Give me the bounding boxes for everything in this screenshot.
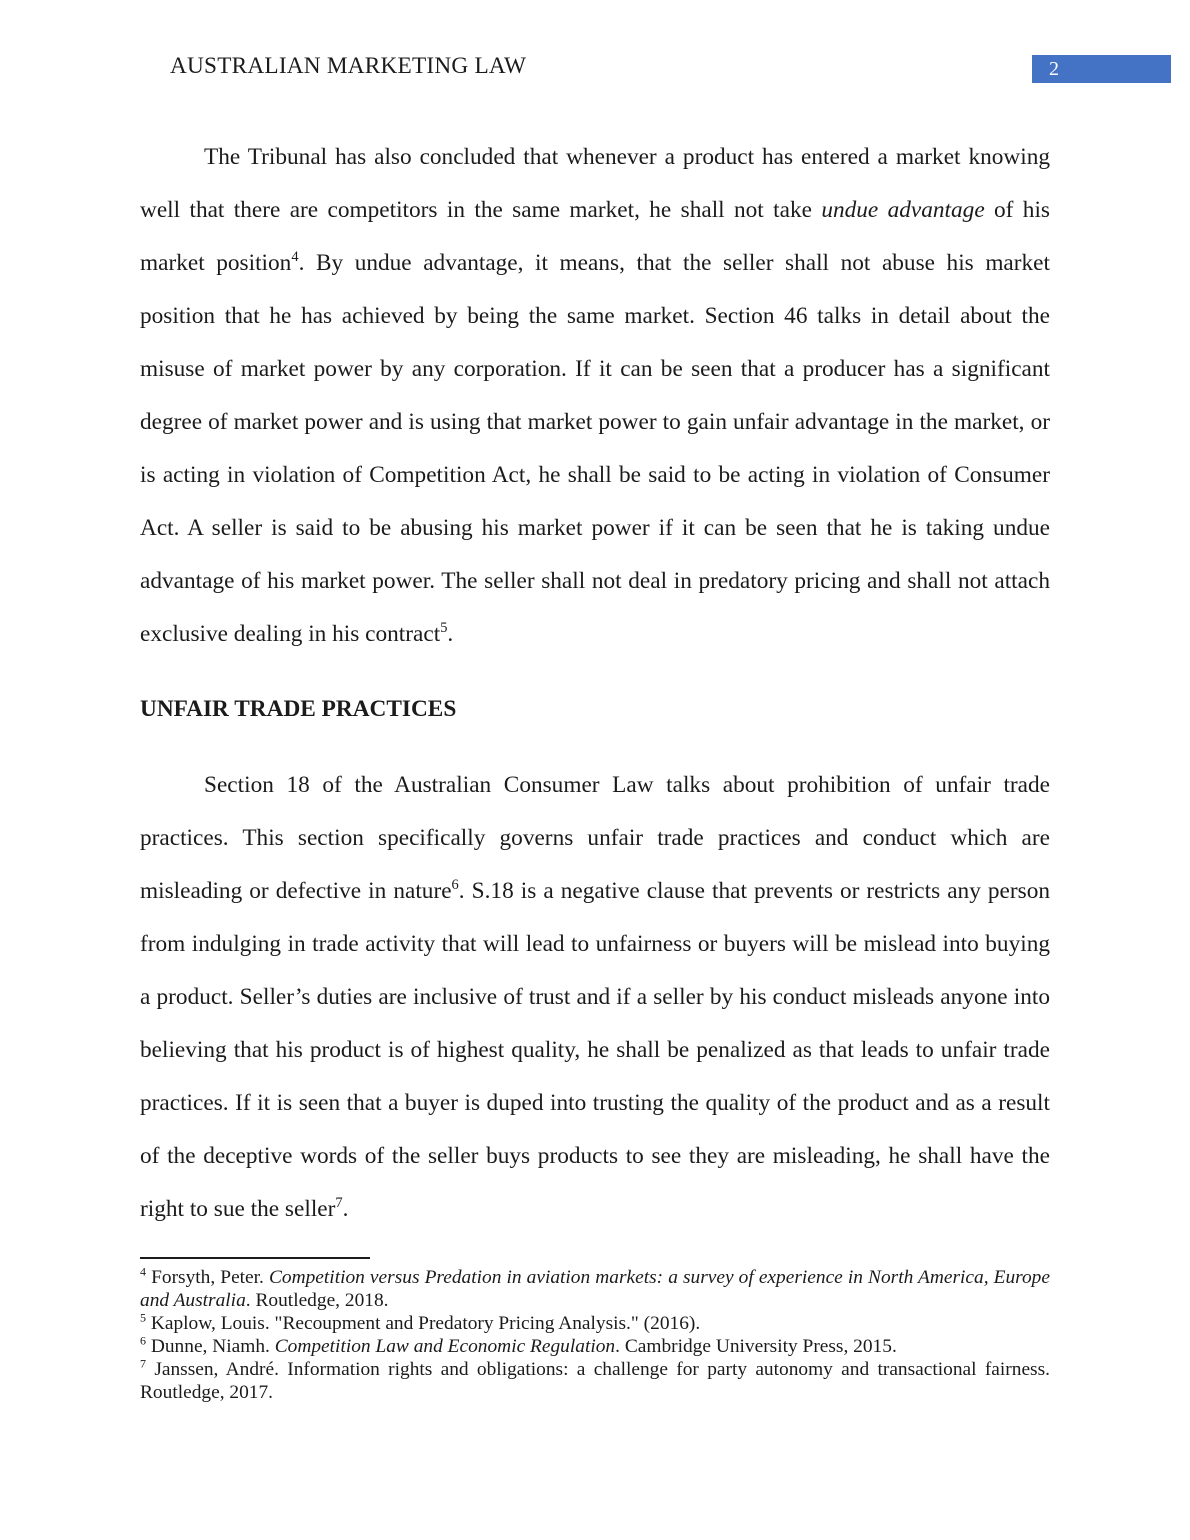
text-run: . S.18 is a negative clause that prevents or restricts any person from indulging in trade activity that will lead to unfairness or buyers will be mislead into buying a product. Seller’s duties are inclusive of trust and if a seller by his conduct misleads anyone into believing that his product is of highest quality, he shall be penalized as that leads to unfair trade practices. If it is seen that a buyer is duped into trusting the quality of the product and as a result of the deceptive words of the seller buys products to see they are misleading, he shall have the right to sue the seller [140,878,1050,1222]
footnote-ref-5: 5 [440,620,448,637]
footnote-marker-4: 4 [140,1264,147,1279]
text-run: Section 18 of the Australian Consumer Law talks about prohibition of unfair trade practices. This section specifically governs unfair trade practices and conduct which are misleading or defective in nature [140,772,1050,904]
italic-run-book-title: Competition Law and Economic Regulation [274,1336,616,1357]
text-run: of his market position [140,197,1050,276]
footnote-marker-7: 7 [140,1356,147,1371]
text-run: . [447,621,454,647]
text-run: The Tribunal has also concluded that whenever a product has entered a market knowing well that there are competitors in the same market, he shall not take [140,144,1050,223]
paragraph-unfair-trade-practices [140,759,1050,1236]
paragraph-market-power-misuse [140,131,1050,661]
footnote-6 [140,1335,1050,1358]
footnote-marker-6: 6 [140,1333,147,1348]
text-run: . By undue advantage, it means, that the seller shall not abuse his market position that he has achieved by being the same market. Section 46 talks in detail about the misuse of market power by any corporation. If it can be seen that a producer has a significant degree of market power and is using that market power to gain unfair advantage in the market, or is acting in violation of Competition Act, he shall be said to be acting in violation of Consumer Act. A seller is said to be abusing his market power if it can be seen that he is taking undue advantage of his market power. The seller shall not deal in predatory pricing and shall not attach exclusive dealing in his contract [140,250,1050,647]
text-run: Kaplow, Louis. "Recoupment and Predatory Pricing Analysis." (2016). [146,1313,701,1334]
footnote-separator [140,1257,370,1259]
text-run: Janssen, André. Information rights and obligations: a challenge for party autonomy and transactional fairness. Routledge, 2017. [140,1359,1050,1403]
footnote-7 [140,1358,1050,1404]
text-run: Forsyth, Peter. [146,1267,269,1288]
section-heading-unfair-trade-practices: UNFAIR TRADE PRACTICES [140,696,457,722]
header-title: AUSTRALIAN MARKETING LAW [170,53,527,79]
text-run: Dunne, Niamh. [146,1336,275,1357]
footnote-5 [140,1312,1050,1335]
footnote-marker-5: 5 [140,1310,147,1325]
text-run: . [342,1196,349,1222]
text-run: . Routledge, 2018. [245,1290,389,1311]
italic-run-book-title: Competition versus Predation in aviation markets: a survey of experience in North America, Europe and Australia [140,1267,1050,1311]
page-number: 2 [1049,58,1059,80]
text-run: . Cambridge University Press, 2015. [615,1336,897,1357]
footnote-ref-7: 7 [335,1195,343,1212]
footnote-4 [140,1266,1050,1312]
footnotes-section [140,1257,1050,1404]
footnote-ref-6: 6 [451,877,459,894]
page-number-box [1032,55,1171,83]
footnote-ref-4: 4 [291,249,299,266]
italic-run-undue-advantage: undue advantage [821,197,985,223]
